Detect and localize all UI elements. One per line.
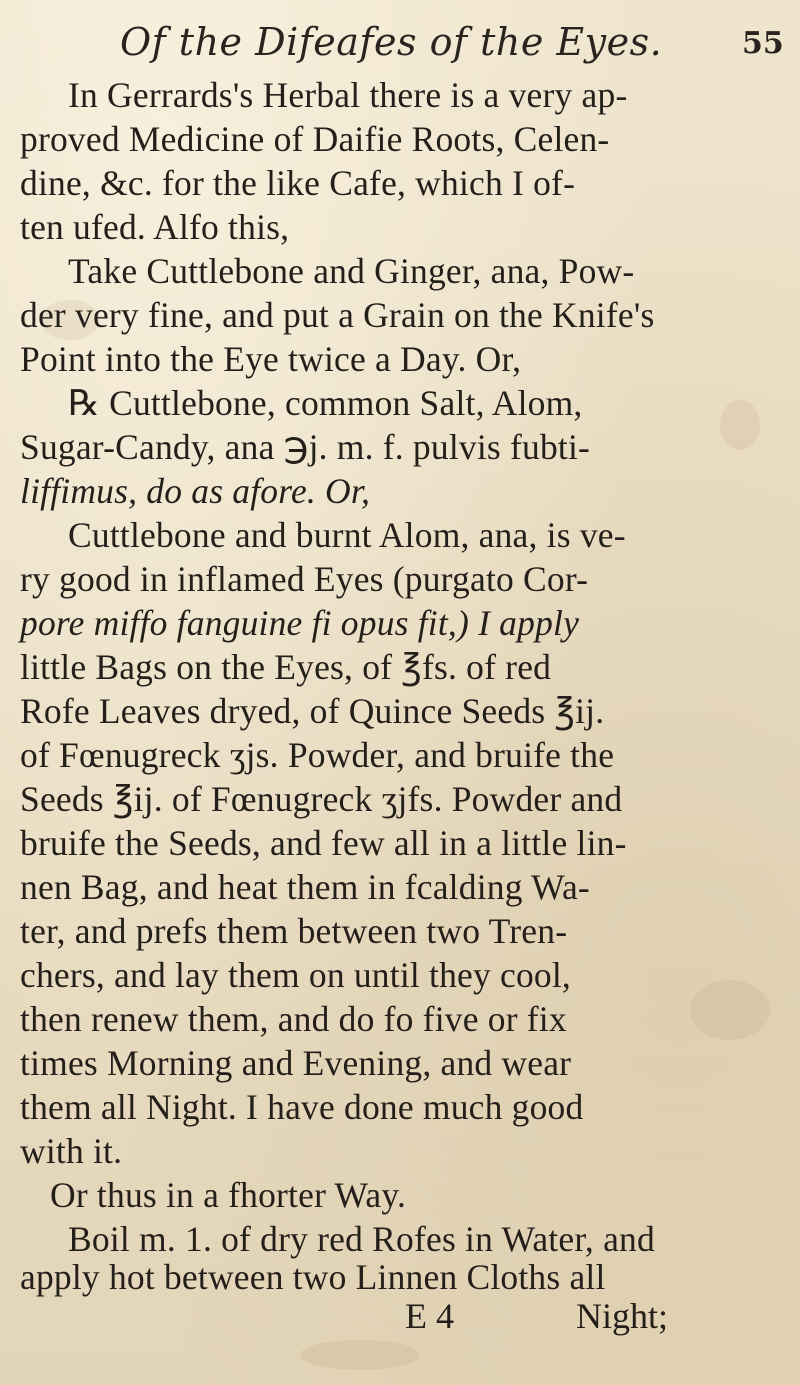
page-number: 55	[742, 26, 784, 61]
text-line: ry good in inflamed Eyes (purgato Cor-	[20, 559, 589, 599]
text-line: Seeds ℥ij. of Fœnugreck ʒjfs. Powder and	[20, 779, 623, 819]
paper-stain	[300, 1340, 420, 1370]
text-line: times Morning and Evening, and wear	[20, 1043, 572, 1083]
text-line: Point into the Eye twice a Day. Or,	[20, 339, 522, 379]
text-line: them all Night. I have done much good	[20, 1087, 584, 1127]
text-line: Take Cuttlebone and Ginger, ana, Pow-	[68, 251, 635, 291]
text-line: of Fœnugreck ʒjs. Powder, and bruife the	[20, 735, 615, 775]
text-line: nen Bag, and heat them in fcalding Wa-	[20, 867, 590, 907]
catchword: Night;	[576, 1296, 669, 1336]
text-line: dine, &c. for the like Cafe, which I of-	[20, 163, 576, 203]
paper-stain	[720, 400, 760, 450]
text-line: liffimus, do as afore. Or,	[20, 471, 371, 511]
text-line: ter, and prefs them between two Tren-	[20, 911, 568, 951]
running-head: Of the Difeafes of the Eyes.	[120, 20, 663, 64]
text-line: ten ufed. Alfo this,	[20, 207, 290, 247]
text-line: In Gerrards's Herbal there is a very ap-	[68, 75, 628, 115]
text-line: little Bags on the Eyes, of ℥fs. of red	[20, 647, 552, 687]
text-line: pore miffo fanguine fi opus fit,) I apply	[20, 603, 580, 643]
text-line: with it.	[20, 1131, 123, 1171]
paper-stain	[690, 980, 770, 1040]
text-line: apply hot between two Linnen Cloths all	[20, 1257, 606, 1297]
text-line: der very fine, and put a Grain on the Knife's	[20, 295, 655, 335]
text-line: then renew them, and do fo five or fix	[20, 999, 567, 1039]
signature-mark: E 4	[405, 1296, 454, 1336]
text-line: proved Medicine of Daifie Roots, Celen-	[20, 119, 610, 159]
text-line: ℞ Cuttlebone, common Salt, Alom,	[68, 383, 583, 423]
text-line: bruife the Seeds, and few all in a little lin-	[20, 823, 627, 863]
text-line: Or thus in a fhorter Way.	[50, 1175, 407, 1215]
text-line: Sugar-Candy, ana ℈j. m. f. pulvis fubti-	[20, 427, 591, 467]
text-line: chers, and lay them on until they cool,	[20, 955, 572, 995]
text-line: Boil m. 1. of dry red Rofes in Water, and	[68, 1219, 655, 1259]
text-line: Rofe Leaves dryed, of Quince Seeds ℥ij.	[20, 691, 605, 731]
text-line: Cuttlebone and burnt Alom, ana, is ve-	[68, 515, 626, 555]
